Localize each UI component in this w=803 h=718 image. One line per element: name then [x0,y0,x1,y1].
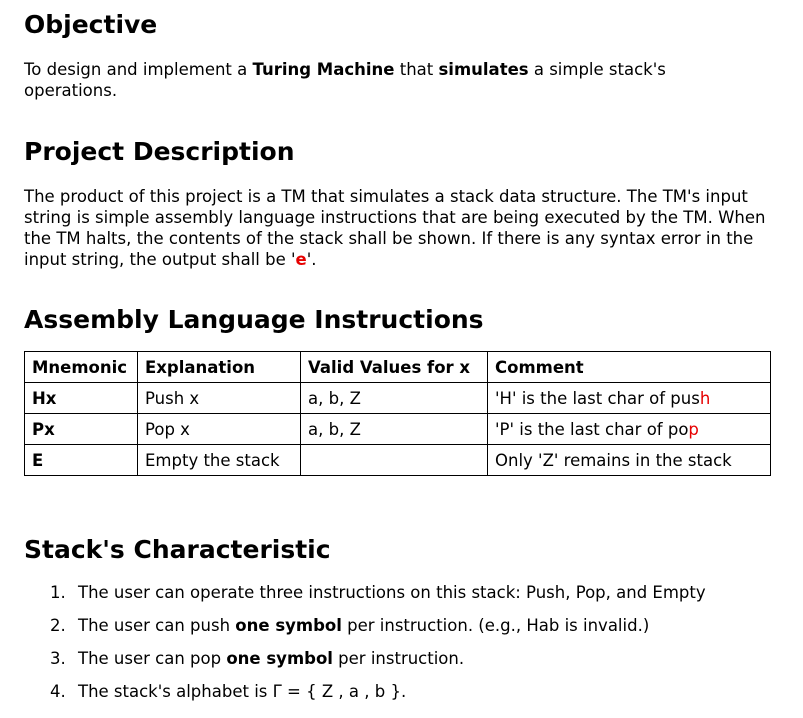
objective-text-1: To design and implement a [24,60,253,79]
cell-comment [488,414,771,445]
list-item-text-end: per instruction. (e.g., Hab is invalid.) [341,616,650,635]
instructions-table [24,351,771,476]
header-explanation: Explanation [138,352,301,383]
cell-comment [488,383,771,414]
comment-text: 'P' is the last char of po [495,419,689,439]
project-description-paragraph [24,186,784,270]
list-item-bold: one symbol [226,649,333,668]
stack-characteristics-list [24,580,706,712]
comment-highlight: h [699,388,711,408]
table-row [25,445,771,476]
cell-values [301,445,488,476]
cell-explanation: Pop x [138,414,301,445]
cell-mnemonic: Hx [25,383,138,414]
list-item-bold: one symbol [235,616,342,635]
objective-text-3: a simple stack's operations. [24,60,666,100]
list-item-text: The user can pop [78,649,227,668]
cell-comment [488,445,771,476]
list-item [78,646,706,679]
stack-characteristic-heading: Stack's Characteristic [24,535,331,564]
table-row [25,414,771,445]
list-item [78,580,706,613]
objective-paragraph [24,59,744,101]
project-description-heading: Project Description [24,137,295,166]
objective-heading: Objective [24,10,158,39]
list-item [78,679,706,712]
header-mnemonic: Mnemonic [25,352,138,383]
comment-text: 'H' is the last char of pus [495,388,700,408]
cell-values: a, b, Z [301,383,488,414]
objective-text-2: that [394,60,439,79]
objective-bold-simulates: simulates [438,60,529,79]
project-text-2: '. [306,250,317,269]
list-item-text: The stack's alphabet is Γ = { Z , a , b }. [78,682,407,701]
comment-highlight: p [688,419,699,439]
list-item [78,613,706,646]
list-item-text: The user can push [78,616,236,635]
cell-mnemonic: Px [25,414,138,445]
cell-mnemonic: E [25,445,138,476]
cell-explanation: Empty the stack [138,445,301,476]
cell-values: a, b, Z [301,414,488,445]
header-valid-values: Valid Values for x [301,352,488,383]
list-item-text: The user can operate three instructions on this stack: Push, Pop, and Empty [78,583,706,602]
list-item-text-end: per instruction. [332,649,465,668]
comment-text: Only 'Z' remains in the stack [495,450,732,470]
header-comment: Comment [488,352,771,383]
assembly-instructions-heading: Assembly Language Instructions [24,305,484,334]
project-text-1: The product of this project is a TM that simulates a stack data structure. The TM's input string is simple assembly language instructions that are being executed by the TM. When the TM halts, the contents of the stack shall be shown. If there is any syntax error in the input string, the output shall be ' [24,187,766,269]
error-symbol: e [295,250,307,269]
table-row [25,383,771,414]
table-header-row [25,352,771,383]
cell-explanation: Push x [138,383,301,414]
objective-bold-turing-machine: Turing Machine [252,60,395,79]
